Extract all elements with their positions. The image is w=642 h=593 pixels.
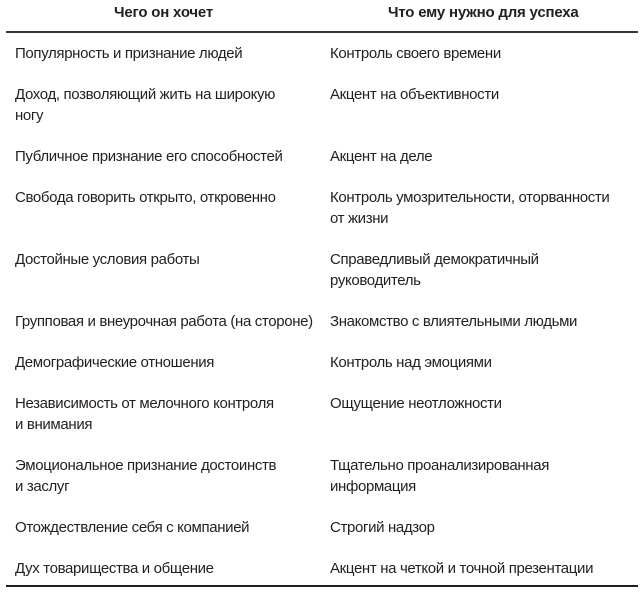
cell-wants: Свобода говорить открыто, откровенно (15, 189, 276, 206)
column-header-wants: Чего он хочет (114, 4, 214, 21)
cell-needs: Акцент на четкой и точной презентации (330, 560, 594, 577)
cell-needs: Строгий надзор (330, 519, 435, 536)
cell-wants: Дух товарищества и общение (15, 560, 214, 577)
cell-wants: Демографические отношения (15, 354, 215, 371)
cell-needs: Акцент на деле (330, 148, 433, 165)
cell-needs: Контроль над эмоциями (330, 354, 492, 371)
cell-needs: Знакомство с влиятельными людьми (330, 313, 578, 330)
cell-needs: Ощущение неотложности (330, 395, 502, 412)
cell-wants: Эмоциональное признание достоинств и заслуг (15, 457, 277, 495)
needs-table (6, 0, 638, 577)
cell-wants: Групповая и внеурочная работа (на стороне) (15, 313, 313, 330)
table-bottom-rule (6, 585, 638, 587)
cell-needs: Справедливый демократичный руководитель (330, 251, 539, 289)
cell-wants: Достойные условия работы (15, 251, 200, 268)
cell-wants: Доход, позволяющий жить на широкую ногу (15, 86, 276, 124)
cell-needs: Контроль умозрительности, оторванности от жизни (330, 189, 610, 227)
cell-wants: Отождествление себя с компанией (15, 519, 250, 536)
table-header (6, 0, 638, 33)
cell-wants: Популярность и признание людей (15, 45, 243, 62)
cell-needs: Тщательно проанализированная информация (330, 457, 549, 495)
cell-wants: Независимость от мелочного контроля и внимания (15, 395, 274, 433)
column-header-needs: Что ему нужно для успеха (388, 4, 579, 21)
cell-needs: Контроль своего времени (330, 45, 501, 62)
cell-needs: Акцент на объективности (330, 86, 499, 103)
cell-wants: Публичное признание его способностей (15, 148, 283, 165)
